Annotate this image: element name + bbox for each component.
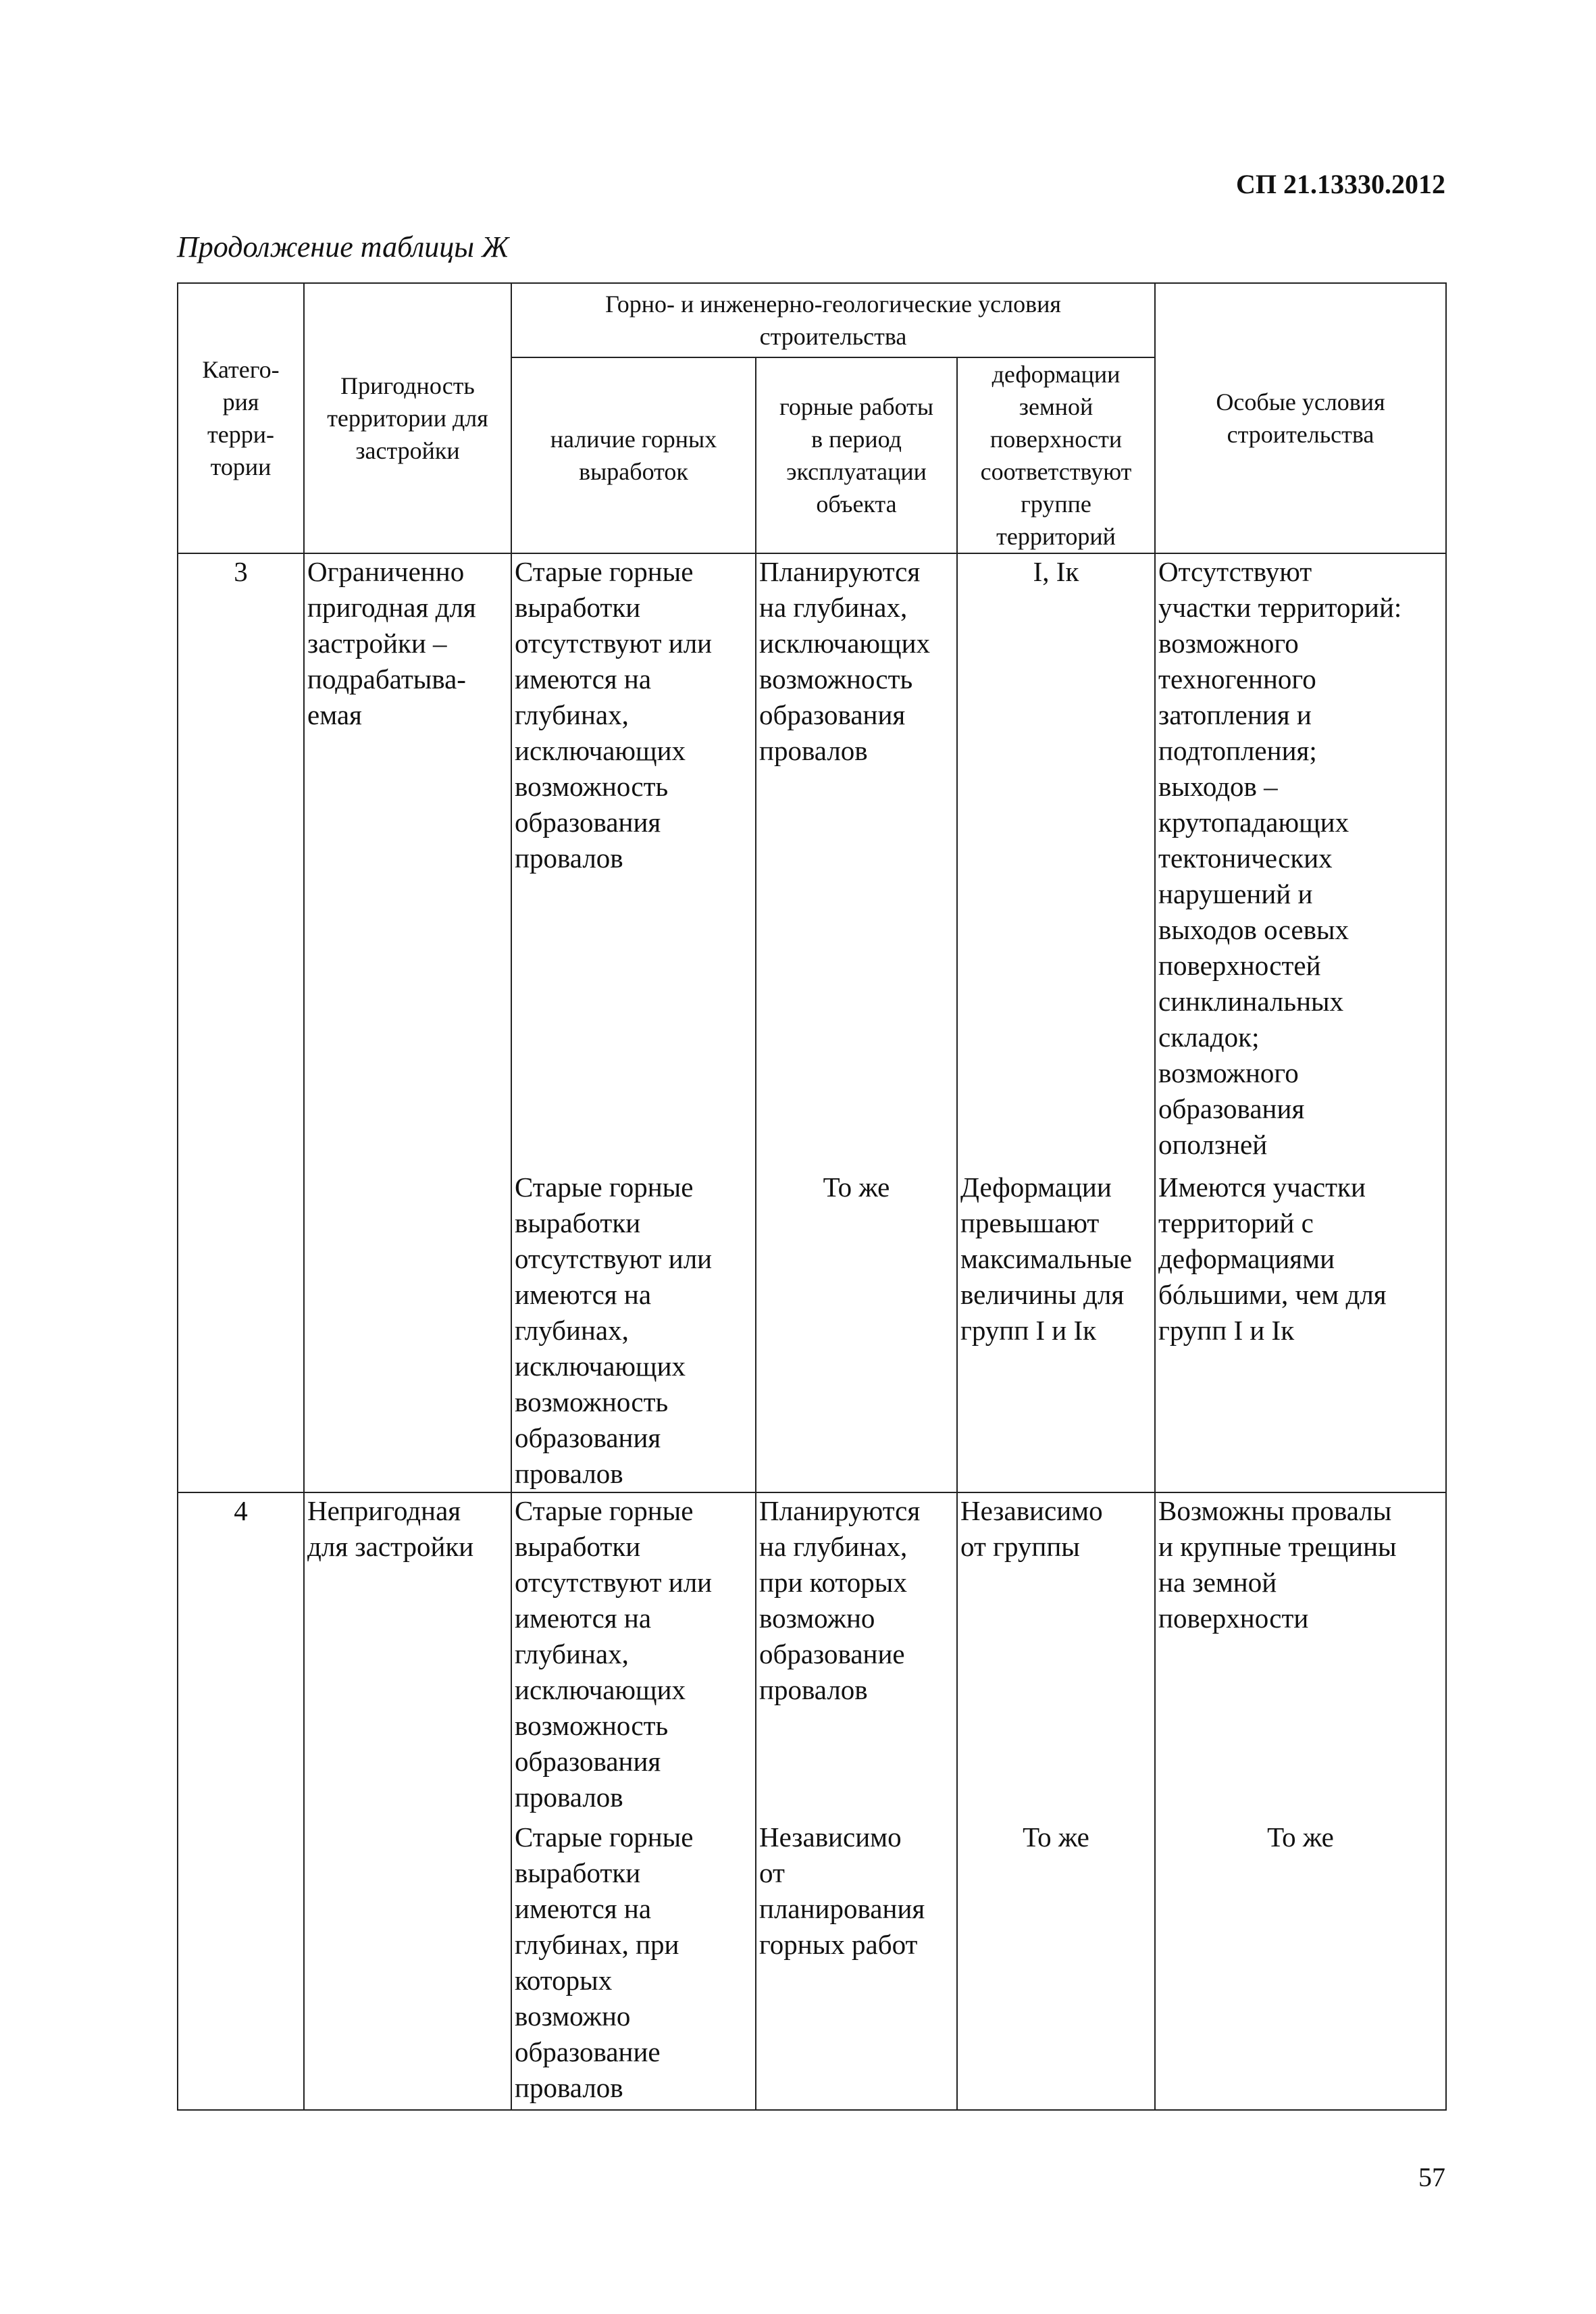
special-cell: То же xyxy=(1155,1819,1446,2110)
mining-cell: Старые горные выработки имеются на глубинах, при которых возможно образование провалов xyxy=(511,1819,756,2110)
category-cell: 4 xyxy=(178,1492,304,2110)
special-cell: Отсутствуют участки территорий: возможного техногенного затопления и подтопления; выходов – крутопадающих тектонических нарушений и выходов осевых поверхностей синклинальных складок; возможного образования оползней xyxy=(1155,553,1446,1169)
works-cell: Планируются на глубинах, исключающих возможность образования провалов xyxy=(756,553,957,1169)
special-cell: Возможны провалы и крупные трещины на земной поверхности xyxy=(1155,1492,1446,1819)
works-cell: Независимо от планирования горных работ xyxy=(756,1819,957,2110)
table-row xyxy=(178,1492,1446,1819)
works-cell: То же xyxy=(756,1169,957,1492)
deformation-cell: Независимо от группы xyxy=(957,1492,1155,1819)
document-code: СП 21.13330.2012 xyxy=(1236,169,1445,199)
category-cell: 3 xyxy=(178,553,304,1492)
page-number: 57 xyxy=(1418,2162,1445,2192)
header-category: Катего- рия терри- тории xyxy=(178,283,304,553)
suitability-cell: Непригодная для застройки xyxy=(304,1492,511,2110)
suitability-cell: Ограниченно пригодная для застройки – подрабатыва- емая xyxy=(304,553,511,1492)
header-mining-works: горные работы в период эксплуатации объекта xyxy=(756,357,957,553)
table-caption: Продолжение таблицы Ж xyxy=(177,230,509,263)
deformation-cell: Деформации превышают максимальные величины для групп I и Iк xyxy=(957,1169,1155,1492)
deformation-cell: То же xyxy=(957,1819,1155,2110)
deformation-cell: I, Iк xyxy=(957,553,1155,1169)
mining-cell: Старые горные выработки отсутствуют или имеются на глубинах, исключающих возможность образования провалов xyxy=(511,553,756,1169)
header-mining-workings: наличие горных выработок xyxy=(511,357,756,553)
header-suitability: Пригодность территории для застройки xyxy=(304,283,511,553)
conditions-table xyxy=(177,282,1447,2111)
mining-cell: Старые горные выработки отсутствуют или имеются на глубинах, исключающих возможность образования провалов xyxy=(511,1492,756,1819)
table-row xyxy=(178,553,1446,1169)
header-deformation: деформации земной поверхности соответствуют группе территорий xyxy=(957,357,1155,553)
header-geology-group: Горно- и инженерно-геологические условия строительства xyxy=(511,283,1155,357)
header-special-conditions: Особые условия строительства xyxy=(1155,283,1446,553)
mining-cell: Старые горные выработки отсутствуют или имеются на глубинах, исключающих возможность образования провалов xyxy=(511,1169,756,1492)
special-cell: Имеются участки территорий с деформациями бóльшими, чем для групп I и Iк xyxy=(1155,1169,1446,1492)
works-cell: Планируются на глубинах, при которых возможно образование провалов xyxy=(756,1492,957,1819)
